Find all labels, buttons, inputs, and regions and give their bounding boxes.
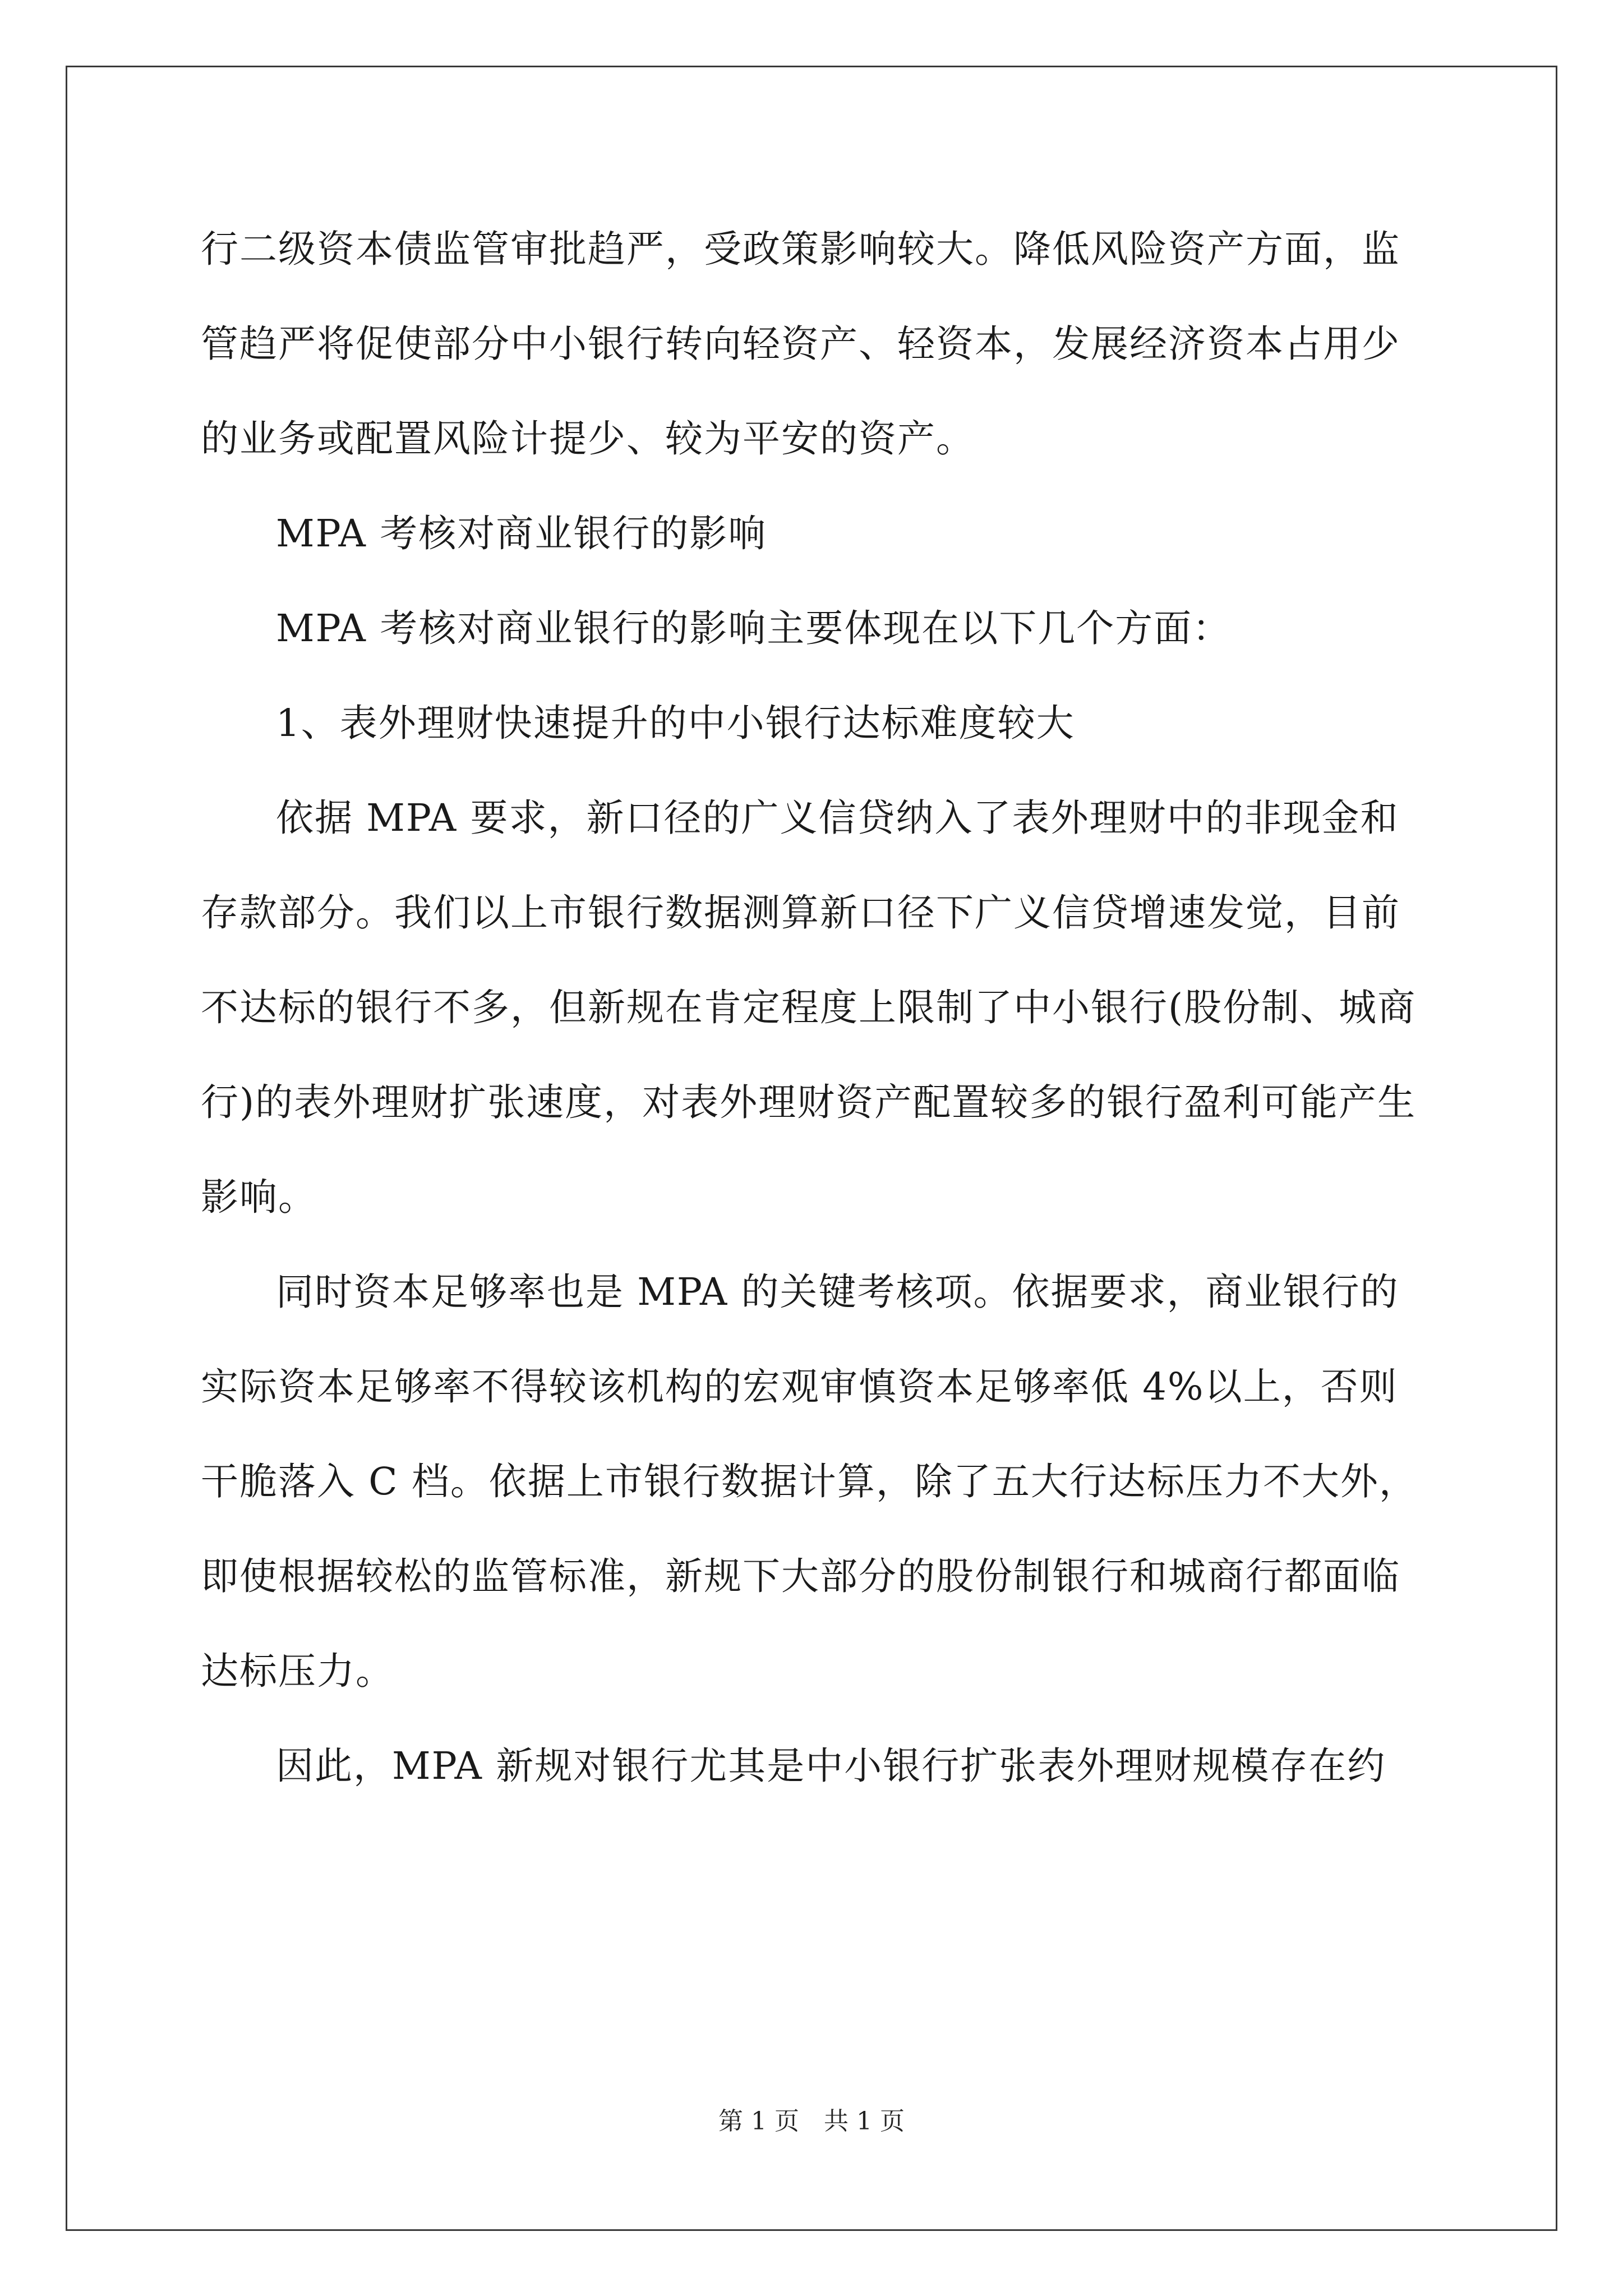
paragraph-5: 因此，MPA 新规对银行尤其是中小银行扩张表外理财规模存在约 <box>276 1744 1386 1788</box>
document-body <box>201 202 1435 1814</box>
page-footer <box>0 2101 1623 2137</box>
paragraph-1: 行二级资本债监管审批趋严，受政策影响较大。降低风险资产方面，监管趋严将促使部分中小银行转向轻资产、轻资本，发展经济资本占用少的业务或配置风险计提少、较为平安的资产。 <box>201 227 1400 461</box>
page-number: 第 1 页 <box>718 2107 799 2136</box>
paragraph-3: 依据 MPA 要求，新口径的广义信贷纳入了表外理财中的非现金和存款部分。我们以上市银行数据测算新口径下广义信贷增速发觉，目前不达标的银行不多，但新规在肯定程度上限制了中小银行(股份制、城商行)的表外理财扩张速度，对表外理财资产配置较多的银行盈利可能产生影响。 <box>201 796 1417 1219</box>
paragraph-4: 同时资本足够率也是 MPA 的关键考核项。依据要求，商业银行的实际资本足够率不得较该机构的宏观审慎资本足够率低 4%以上，否则干脆落入 C 档。依据上市银行数据计算，除了五大行达标压力不大外，即使根据较松的监管标准，新规下大部分的股份制银行和城商行都面临达标压力。 <box>201 1270 1418 1693</box>
section-heading: MPA 考核对商业银行的影响 <box>276 512 767 555</box>
page-total: 共 1 页 <box>824 2107 905 2136</box>
paragraph-2: MPA 考核对商业银行的影响主要体现在以下几个方面： <box>276 606 1232 650</box>
subheading-1: 1、表外理财快速提升的中小银行达标难度较大 <box>276 701 1075 745</box>
